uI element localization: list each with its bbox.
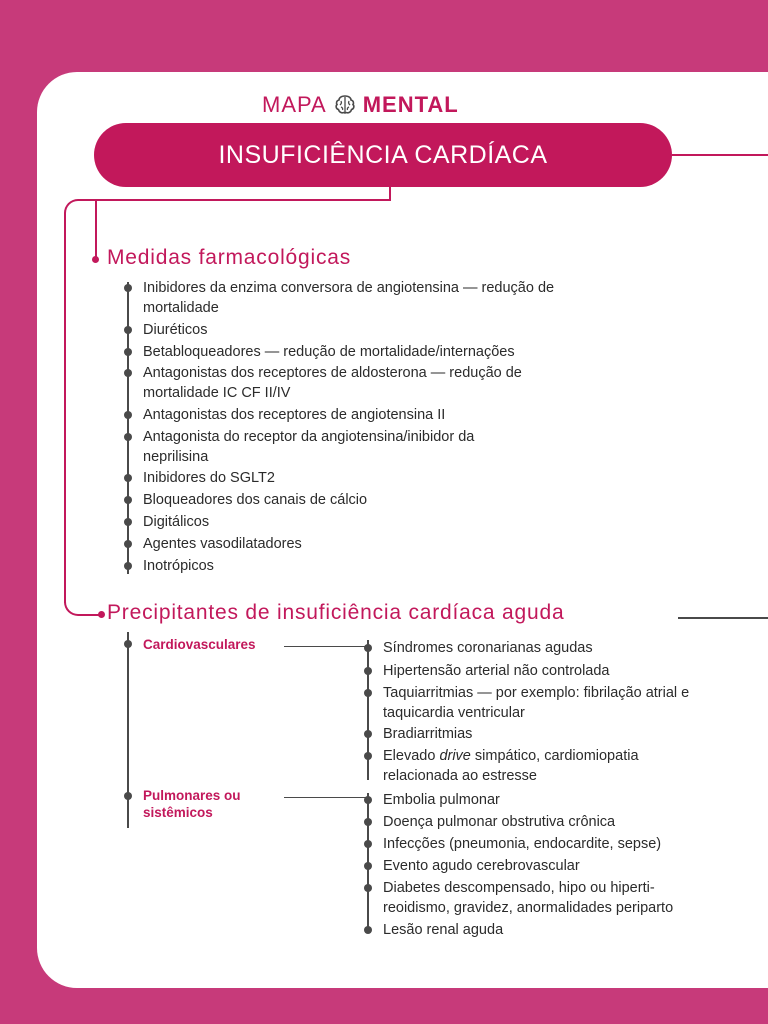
group1-bullet <box>364 644 372 652</box>
section2-dot <box>98 611 105 618</box>
section1-bullet <box>124 496 132 504</box>
group1-bullet <box>364 689 372 697</box>
group1-item: Elevado drive simpático, cardiomiopatia relacionada ao estresse <box>383 748 639 784</box>
section1-item: Inotrópicos <box>143 558 214 574</box>
section1-bullet <box>124 284 132 292</box>
section1-title: Medidas farmacológicas <box>107 246 352 269</box>
header-word-mental: MENTAL <box>362 92 459 117</box>
group1-item: Taquiarritmias — por exemplo: fibrilação atrial e taquicardia ventricular <box>383 685 690 721</box>
section1-bullet <box>124 369 132 377</box>
group2-bullet <box>364 926 372 934</box>
section1-bullet <box>124 326 132 334</box>
section1-bullet <box>124 433 132 441</box>
group1-bullet <box>364 752 372 760</box>
group2-bullet <box>364 862 372 870</box>
group2-label: Pulmonares ou sistêmicos <box>143 788 241 820</box>
group1-item: Bradiarritmias <box>383 726 473 742</box>
section1-dot <box>92 256 99 263</box>
group2-connector <box>284 797 368 798</box>
group1-label: Cardiovasculares <box>143 637 256 652</box>
section1-item: Betabloqueadores — redução de mortalidade/internações <box>143 344 515 360</box>
section1-branch <box>95 201 97 259</box>
main-title: INSUFICIÊNCIA CARDÍACA <box>94 123 672 187</box>
section1-item: Diuréticos <box>143 322 208 338</box>
group1-bullet <box>364 667 372 675</box>
section1-bullet <box>124 562 132 570</box>
group1-bullet <box>364 730 372 738</box>
section1-bullet <box>124 518 132 526</box>
group2-item: Diabetes descompensado, hipo ou hipertireoidismo, gravidez, anormalidades periparto <box>383 880 674 916</box>
spine-top-connector <box>78 199 391 201</box>
group2-item: Doença pulmonar obstrutiva crônica <box>383 814 616 830</box>
group1-item: Hipertensão arterial não controlada <box>383 663 610 679</box>
group2-dot <box>124 792 132 800</box>
section1-item: Antagonistas dos receptores de aldosterona — redução de mortalidade IC CF II/IV <box>143 365 522 401</box>
section2-connector-right <box>678 617 768 619</box>
section1-item: Inibidores do SGLT2 <box>143 470 275 486</box>
section1-item: Antagonistas dos receptores de angiotensina II <box>143 407 446 423</box>
section1-bullet <box>124 540 132 548</box>
section1-item: Antagonista do receptor da angiotensina/inibidor da neprilisina <box>143 429 475 465</box>
mind-map-header <box>262 91 459 119</box>
section1-bullet <box>124 348 132 356</box>
group1-item: Síndromes coronarianas agudas <box>383 640 593 656</box>
section2-title: Precipitantes de insuficiência cardíaca aguda <box>107 601 565 624</box>
title-connector-right <box>672 154 768 156</box>
group2-item: Lesão renal aguda <box>383 922 504 938</box>
group2-bullet <box>364 818 372 826</box>
group2-bullet <box>364 884 372 892</box>
group1-dot <box>124 640 132 648</box>
section1-bullet <box>124 411 132 419</box>
group2-item: Infecções (pneumonia, endocardite, sepse) <box>383 836 662 852</box>
group2-item: Embolia pulmonar <box>383 792 500 808</box>
group1-connector <box>284 646 368 647</box>
group2-bullet <box>364 840 372 848</box>
group2-item: Evento agudo cerebrovascular <box>383 858 580 874</box>
section1-item: Inibidores da enzima conversora de angiotensina — redução de mortalidade <box>143 280 555 316</box>
section1-item: Agentes vasodilatadores <box>143 536 302 552</box>
section1-item: Bloqueadores dos canais de cálcio <box>143 492 368 508</box>
section1-item: Digitálicos <box>143 514 210 530</box>
main-spine <box>64 213 66 603</box>
group2-bullet <box>364 796 372 804</box>
header-word-mapa: MAPA <box>262 92 327 117</box>
brain-icon <box>333 93 357 117</box>
section1-bullet <box>124 474 132 482</box>
